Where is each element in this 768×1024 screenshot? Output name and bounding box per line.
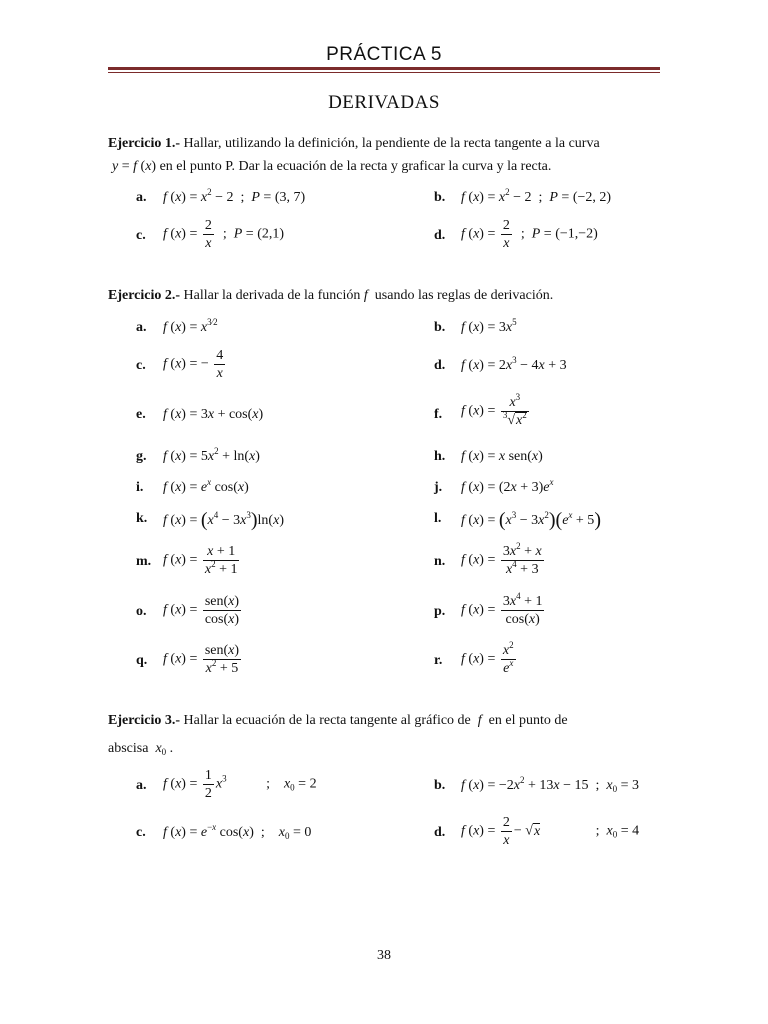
ej2-item-k-expr: f $(x) = (x^4 - 3x^3)\ln(x)$ <box>163 509 284 531</box>
ej2-item-c-label: c. <box>136 358 146 373</box>
ej2-item-f-expr: f (x) = $\frac{x^3}{^3√x^2}$ <box>461 392 527 428</box>
ej2-item-l-expr: f $(x) = (x^3 - 3x^2)(e^x + 5)$ <box>461 509 601 531</box>
ej2-item-e-expr: f (x) = 3x + cos(x) <box>163 407 264 422</box>
ej2-item-g-expr: f $(x) = 5x^2 + \ln(x)$ <box>163 446 260 464</box>
ej1-item-d-label: d. <box>434 228 446 243</box>
ej3-item-b-expr: f $(x) = -2x^2 + 13x - 15$ ; $x_0 = 3$ <box>461 775 639 794</box>
ej2-item-m-label: m. <box>136 554 152 569</box>
ej2-item-b-expr: f $(x) = 3x^5$ <box>461 317 517 335</box>
ej2-item-r-expr: f (x) = $\frac{x^2}{e^x}$ <box>461 640 514 676</box>
ej1-text-line1: Hallar, utilizando la definición, la pendiente de la recta tangente a la curva <box>180 136 600 151</box>
ej2-item-o-expr: f (x) = $\frac{\text{sen(x)}}{\cos(x)}$ <box>163 594 240 627</box>
page-header: PRÁCTICA 5 <box>326 44 442 65</box>
ej2-statement <box>108 287 668 305</box>
ej2-item-j-expr: f $(x) = (2x + 3)e^x$ <box>461 477 554 495</box>
ej1-item-d-expr: f (x) = $\frac{2}{x}$ ; P = (−1,−2) <box>461 218 598 251</box>
ej2-item-n-label: n. <box>434 554 446 569</box>
page-title: DERIVADAS <box>328 92 440 113</box>
ej2-item-l-label: l. <box>434 511 442 526</box>
ej3-text-line1: Hallar la ecuación de la recta tangente al gráfico de f en el punto de <box>180 713 568 728</box>
ej2-item-j-label: j. <box>434 480 443 495</box>
ej1-item-b-expr: f $(x) = x^2 - 2$ ; P = (−2, 2) <box>461 187 612 205</box>
ej2-item-n-expr: f (x) = $\frac{3x^2 + x}{x^4 + 3}$ <box>461 541 542 577</box>
ej3-item-a-label: a. <box>136 778 147 793</box>
ej2-item-h-expr: f (x) = x sen(x) <box>461 449 543 464</box>
ej3-text-line2: abscisa <box>108 741 149 756</box>
ej2-label: Ejercicio 2.- <box>108 288 181 303</box>
ej2-item-q-label: q. <box>136 653 148 668</box>
header-rule-thick <box>108 67 660 70</box>
ej2-item-p-expr: f (x) = $\frac{3x^4 + 1}{\cos(x)}$ <box>461 591 543 627</box>
ej2-item-a-expr: f $(x) = x^{3⁄2}$ <box>163 317 218 335</box>
ej2-item-i-label: i. <box>136 480 144 495</box>
ej2-item-g-label: g. <box>136 449 147 464</box>
ej1-item-c-label: c. <box>136 228 146 243</box>
ej2-item-p-label: p. <box>434 604 446 619</box>
ej1-label: Ejercicio 1.- <box>108 136 181 151</box>
ej1-item-c-expr: f (x) = $\frac{2}{x}$ ; P = (2,1) <box>163 218 285 251</box>
ej3-item-d-label: d. <box>434 825 446 840</box>
header-rule-thin <box>108 72 660 73</box>
ej3-item-d-expr: f (x) = $\frac{2}{x}$ − √x ; $x_0 = 4$ <box>461 815 640 848</box>
ej1-text-line2: en el punto P. Dar la ecuación de la recta y graficar la curva y la recta. <box>156 159 552 174</box>
ej2-item-a-label: a. <box>136 320 147 335</box>
ej2-item-o-label: o. <box>136 604 147 619</box>
page-number: 38 <box>377 948 391 963</box>
ej2-item-e-label: e. <box>136 407 146 422</box>
ej1-item-b-label: b. <box>434 190 446 205</box>
ej1-statement <box>108 135 668 153</box>
ej2-item-d-expr: f $(x) = 2x^3 - 4x + 3$ <box>461 355 567 373</box>
ej2-item-c-expr: f (x) = − $\frac{4}{x}$ <box>163 348 224 381</box>
ej3-item-b-label: b. <box>434 778 446 793</box>
ej1-item-a-expr: f $(x) = x^2 - 2$ ; P = (3, 7) <box>163 187 306 205</box>
ej1-statement-line2: y = f (x) en el punto P. Dar la ecuación de la recta y graficar la curva y la recta. <box>112 159 552 174</box>
ej2-item-k-label: k. <box>136 511 148 526</box>
ej2-item-q-expr: f (x) = $\frac{\text{sen(x)}}{x^2 + 5}$ <box>163 643 240 676</box>
ej3-item-a-expr: f (x) = $\frac{1}{2}$ $x^3$ ; $x_0 = 2$ <box>163 768 317 801</box>
ej2-item-i-expr: f $(x) = e^x$ cos(x) <box>163 477 249 495</box>
ej2-text: Hallar la derivada de la función f usando las reglas de derivación. <box>180 288 554 303</box>
ej2-item-d-label: d. <box>434 358 446 373</box>
ej2-item-f-label: f. <box>434 407 443 422</box>
ej3-label: Ejercicio 3.- <box>108 713 181 728</box>
ej2-item-r-label: r. <box>434 653 443 668</box>
ej3-statement-line2: abscisa $x_0$ . <box>108 741 174 757</box>
ej1-item-a-label: a. <box>136 190 147 205</box>
ej2-item-b-label: b. <box>434 320 446 335</box>
ej2-item-h-label: h. <box>434 449 446 464</box>
ej2-item-m-expr: f (x) = $\frac{x + 1}{x^2 + 1}$ <box>163 544 238 577</box>
ej3-statement <box>108 712 668 730</box>
ej3-item-c-label: c. <box>136 825 146 840</box>
ej3-item-c-expr: f $(x) = e^{-x}$ cos(x) ; $x_0 = 0$ <box>163 822 312 841</box>
